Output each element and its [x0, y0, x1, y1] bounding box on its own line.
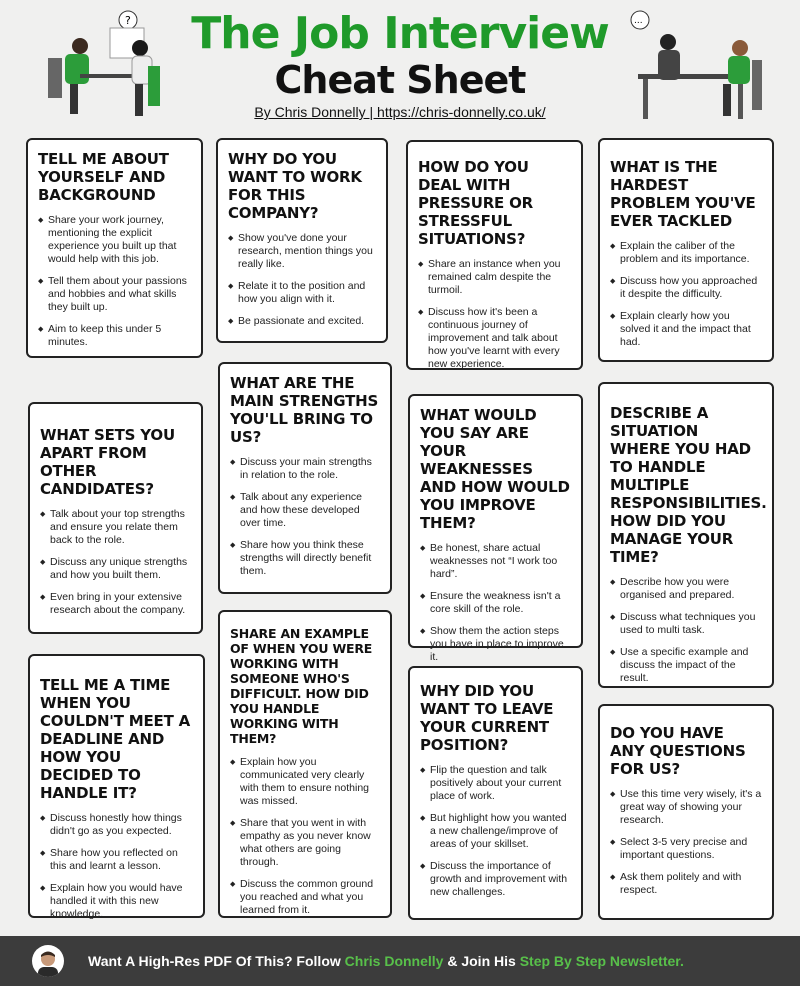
footer-banner — [0, 936, 800, 986]
card-bullet: ◆ Discuss what techniques you used to multi task. — [610, 611, 762, 637]
svg-text:?: ? — [125, 14, 131, 27]
card-title: WHAT SETS YOU APART FROM OTHER CANDIDATES? — [40, 426, 175, 498]
card-bullet: ◆ Show them the action steps you have in place to improve it. — [420, 625, 571, 664]
card-bullet: ◆ Ensure the weakness isn't a core skill of the role. — [420, 590, 571, 616]
card-bullet: ◆ Explain clearly how you solved it and the impact that had. — [610, 310, 762, 349]
card-title: WHY DID YOU WANT TO LEAVE YOUR CURRENT POSITION? — [420, 682, 554, 754]
title-line2: Cheat Sheet — [274, 58, 526, 102]
card-bullet: ◆ Talk about your top strengths and ensure you relate them back to the role. — [40, 508, 191, 547]
card-bullet: ◆ Use a specific example and discuss the impact of the result. — [610, 646, 762, 685]
card-leave-position — [408, 666, 583, 920]
author-avatar — [32, 945, 64, 977]
card-title: TELL ME A TIME WHEN YOU COULDN'T MEET A DEADLINE AND HOW YOU DECIDED TO HANDLE IT? — [40, 676, 191, 802]
card-bullet: ◆ Discuss the importance of growth and improvement with new challenges. — [420, 860, 571, 899]
card-main-strengths — [218, 362, 392, 594]
footer-text — [88, 953, 684, 969]
card-bullet: ◆ Explain how you communicated very clearly with them to ensure nothing was missed. — [230, 756, 380, 808]
footer-text-b: & Join His — [443, 953, 520, 969]
card-bullet: ◆ Show you've done your research, mention things you really like. — [228, 232, 376, 271]
svg-text:...: ... — [634, 16, 643, 26]
card-bullet: ◆ Discuss any unique strengths and how you built them. — [40, 556, 191, 582]
card-pressure — [406, 140, 583, 370]
card-questions-for-us — [598, 704, 774, 920]
card-sets-apart — [28, 402, 203, 634]
card-title: WHAT ARE THE MAIN STRENGTHS YOU'LL BRING TO US? — [230, 374, 379, 446]
card-bullet: ◆ Even bring in your extensive research about the company. — [40, 591, 191, 617]
card-title: DO YOU HAVE ANY QUESTIONS FOR US? — [610, 724, 746, 778]
card-bullet: ◆ Share how you reflected on this and learnt a lesson. — [40, 847, 193, 873]
card-bullet: ◆ Ask them politely and with respect. — [610, 871, 762, 897]
card-bullet: ◆ Use this time very wisely, it's a great way of showing your research. — [610, 788, 762, 827]
footer-text-a: Want A High-Res PDF Of This? Follow — [88, 953, 345, 969]
header — [0, 0, 800, 130]
card-bullet: ◆ Aim to keep this under 5 minutes. — [38, 323, 191, 349]
card-bullet: ◆ Explain how you would have handled it with this new knowledge. — [40, 882, 193, 921]
card-bullet: ◆ Discuss the common ground you reached and what you learned from it. — [230, 878, 380, 917]
card-hardest-problem — [598, 138, 774, 362]
card-bullet: ◆ Describe how you were organised and prepared. — [610, 576, 762, 602]
card-difficult-person — [218, 610, 392, 918]
card-bullet: ◆ Share that you went in with empathy as you never know what others are going through. — [230, 817, 380, 869]
footer-author-link[interactable]: Chris Donnelly — [344, 953, 444, 969]
card-bullet: ◆ Discuss your main strengths in relation to the role. — [230, 456, 380, 482]
card-title: DESCRIBE A SITUATION WHERE YOU HAD TO HANDLE MULTIPLE RESPONSIBILITIES. HOW DID YOU MANAGE YOUR TIME? — [610, 404, 767, 566]
card-bullet: ◆ But highlight how you wanted a new challenge/improve of areas of your skillset. — [420, 812, 571, 851]
card-bullet: ◆ Discuss how it's been a continuous journey of improvement and talk about how you've learnt with every new experience. — [418, 306, 571, 371]
card-bullet: ◆ Share how you think these strengths will directly benefit them. — [230, 539, 380, 578]
card-multiple-responsibilities — [598, 382, 774, 688]
card-bullet: ◆ Select 3-5 very precise and important questions. — [610, 836, 762, 862]
card-bullet: ◆ Discuss honestly how things didn't go as you expected. — [40, 812, 193, 838]
card-title: WHAT IS THE HARDEST PROBLEM YOU'VE EVER TACKLED — [610, 158, 756, 230]
card-title: WHY DO YOU WANT TO WORK FOR THIS COMPANY? — [228, 150, 362, 222]
card-why-this-company — [216, 138, 388, 343]
card-tell-me-about-yourself — [26, 138, 203, 358]
card-bullet: ◆ Relate it to the position and how you align with it. — [228, 280, 376, 306]
card-bullet: ◆ Talk about any experience and how these developed over time. — [230, 491, 380, 530]
card-bullet: ◆ Explain the caliber of the problem and its importance. — [610, 240, 762, 266]
card-bullet: ◆ Be passionate and excited. — [228, 315, 376, 328]
card-title: HOW DO YOU DEAL WITH PRESSURE OR STRESSFUL SITUATIONS? — [418, 158, 534, 248]
card-missed-deadline — [28, 654, 205, 918]
card-bullet: ◆ Flip the question and talk positively about your current place of work. — [420, 764, 571, 803]
title-line1: The Job Interview — [191, 8, 609, 59]
card-title: SHARE AN EXAMPLE OF WHEN YOU WERE WORKING WITH SOMEONE WHO'S DIFFICULT. HOW DID YOU HANDLE WORKING WITH THEM? — [230, 626, 373, 746]
card-title: WHAT WOULD YOU SAY ARE YOUR WEAKNESSES AND HOW WOULD YOU IMPROVE THEM? — [420, 406, 570, 532]
byline: By Chris Donnelly | https://chris-donnelly.co.uk/ — [254, 104, 546, 120]
card-title: TELL ME ABOUT YOURSELF AND BACKGROUND — [38, 150, 169, 204]
card-bullet: ◆ Discuss how you approached it despite the difficulty. — [610, 275, 762, 301]
card-bullet: ◆ Be honest, share actual weaknesses not “I work too hard”. — [420, 542, 571, 581]
footer-newsletter-link[interactable]: Step By Step Newsletter. — [519, 953, 684, 969]
card-weaknesses — [408, 394, 583, 663]
card-bullet: ◆ Share an instance when you remained calm despite the turmoil. — [418, 258, 571, 297]
card-bullet: ◆ Share your work journey, mentioning the explicit experience you built up that would help with this job. — [38, 214, 191, 266]
card-bullet: ◆ Tell them about your passions and hobbies and what skills they built up. — [38, 275, 191, 314]
